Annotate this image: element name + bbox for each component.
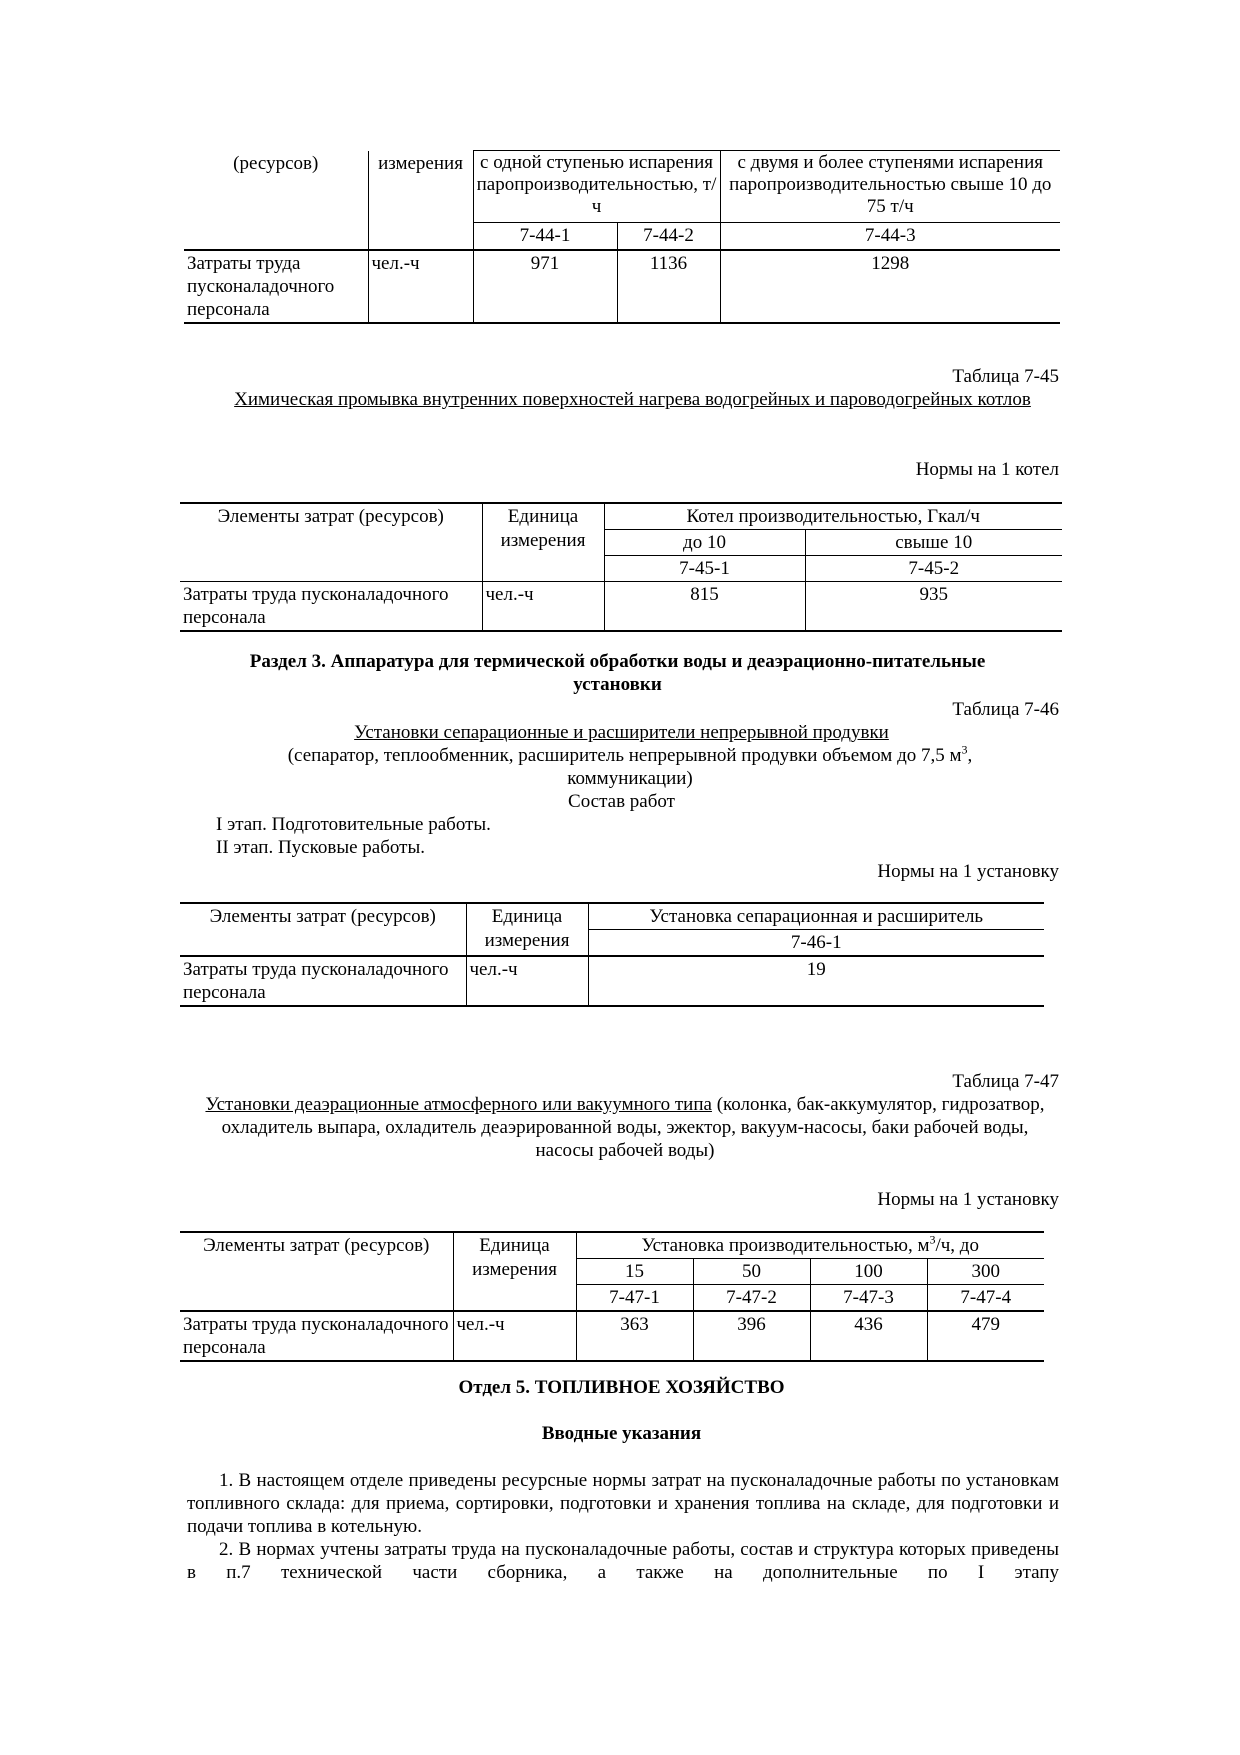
value-7-47-3: 436 — [810, 1311, 927, 1361]
code-7-45-2: 7-45-2 — [805, 556, 1062, 582]
value-7-45-1: 815 — [604, 582, 805, 632]
intro-heading: Вводные указания — [541, 1423, 702, 1444]
section-3-heading: Раздел 3. Аппаратура для термической обработки воды и деаэрационно-питательные установки — [249, 651, 986, 695]
intro-paragraph-1: 1. В настоящем отделе приведены ресурсные нормы затрат на пусконаладочные работы по установкам топливного склада: для приема, сортировки, подготовки и хранения топлива на складе, для подготовки и подачи топлива в котельную. — [187, 1470, 1059, 1537]
code-7-46-1: 7-46-1 — [588, 930, 1044, 957]
code-7-47-1: 7-47-1 — [576, 1285, 693, 1312]
header-group: Котел производительностью, Гкал/ч — [604, 503, 1062, 530]
row-unit: чел.-ч — [466, 956, 588, 1006]
stage-2: II этап. Пусковые работы. — [216, 837, 425, 858]
header-elements: (ресурсов) — [184, 151, 368, 250]
row-label: Затраты труда пусконаладочного персонала — [180, 956, 466, 1006]
header-group: Установка производительностью, $м^3/ч$, до — [576, 1232, 1044, 1259]
header-elements: Элементы затрат (ресурсов) — [180, 1232, 453, 1311]
table-7-45 — [180, 502, 1062, 632]
norms-7-46: Нормы на 1 установку — [877, 861, 1059, 882]
row-label: Затраты труда пусконаладочного персонала — [184, 250, 368, 323]
stage-1: I этап. Подготовительные работы. — [216, 814, 491, 835]
code-7-47-4: 7-47-4 — [927, 1285, 1044, 1312]
value-7-44-2: 1136 — [617, 250, 720, 323]
dept-5-heading: Отдел 5. ТОПЛИВНОЕ ХОЗЯЙСТВО — [458, 1377, 785, 1398]
value-7-45-2: 935 — [805, 582, 1062, 632]
table-number-7-45: Таблица 7-45 — [952, 366, 1059, 387]
header-unit: Единица измерения — [482, 503, 604, 582]
header-group: Установка сепарационная и расширитель — [588, 903, 1044, 930]
header-unit: Единица измерения — [466, 903, 588, 956]
table-7-46 — [180, 902, 1044, 1007]
header-elements: Элементы затрат (ресурсов) — [180, 903, 466, 956]
table-7-47 — [180, 1231, 1044, 1362]
code-7-44-2: 7-44-2 — [617, 222, 720, 249]
header-unit: Единица измерения — [453, 1232, 576, 1311]
row-unit: чел.-ч — [368, 250, 473, 323]
code-7-47-3: 7-47-3 — [810, 1285, 927, 1312]
norms-7-47: Нормы на 1 установку — [877, 1189, 1059, 1210]
table-title-7-47: Установки деаэрационные атмосферного или вакуумного типа (колонка, бак-аккумулятор, гидрозатвор, охладитель выпара, охладитель деаэрированной воды, эжектор, вакуум-насосы, баки рабочей воды, насосы рабочей воды) — [205, 1094, 1045, 1161]
subcol-300: 300 — [927, 1259, 1044, 1285]
value-7-46-1: 19 — [588, 956, 1044, 1006]
row-unit: чел.-ч — [482, 582, 604, 632]
header-elements: Элементы затрат (ресурсов) — [180, 503, 482, 582]
code-7-44-1: 7-44-1 — [473, 222, 617, 249]
value-7-47-1: 363 — [576, 1311, 693, 1361]
row-label: Затраты труда пусконаладочного персонала — [180, 1311, 453, 1361]
table-title-7-46: Установки сепарационные и расширители непрерывной продувки — [354, 722, 889, 743]
code-7-45-1: 7-45-1 — [604, 556, 805, 582]
works-title: Состав работ — [568, 791, 675, 812]
table-subtitle-7-46: (сепаратор, теплообменник, расширитель непрерывной продувки объемом до 7,5 $м^3$, коммуникации) — [287, 742, 973, 789]
code-7-44-3: 7-44-3 — [720, 222, 1060, 249]
subcol-50: 50 — [693, 1259, 810, 1285]
intro-paragraph-2: 2. В нормах учтены затраты труда на пусконаладочные работы, состав и структура которых приведены в п.7 технической части сборника, а также на дополнительные по I этапу — [187, 1539, 1059, 1583]
value-7-47-4: 479 — [927, 1311, 1044, 1361]
norms-7-45: Нормы на 1 котел — [915, 459, 1059, 480]
code-7-47-2: 7-47-2 — [693, 1285, 810, 1312]
header-two-stage: с двумя и более ступенями испарения паропроизводительностью свыше 10 до 75 т/ч — [720, 151, 1060, 223]
row-label: Затраты труда пусконаладочного персонала — [180, 582, 482, 632]
header-unit: измерения — [368, 151, 473, 250]
table-title-7-45: Химическая промывка внутренних поверхностей нагрева водогрейных и пароводогрейных котлов — [234, 389, 1031, 410]
table-7-44 — [184, 150, 1060, 324]
table-number-7-46: Таблица 7-46 — [952, 699, 1059, 720]
value-7-44-1: 971 — [473, 250, 617, 323]
subcol-15: 15 — [576, 1259, 693, 1285]
value-7-47-2: 396 — [693, 1311, 810, 1361]
row-unit: чел.-ч — [453, 1311, 576, 1361]
header-one-stage: с одной ступенью испарения паропроизводительностью, т/ч — [473, 151, 720, 223]
subcol-over-10: свыше 10 — [805, 530, 1062, 556]
subcol-up-to-10: до 10 — [604, 530, 805, 556]
table-number-7-47: Таблица 7-47 — [952, 1071, 1059, 1092]
value-7-44-3: 1298 — [720, 250, 1060, 323]
subcol-100: 100 — [810, 1259, 927, 1285]
